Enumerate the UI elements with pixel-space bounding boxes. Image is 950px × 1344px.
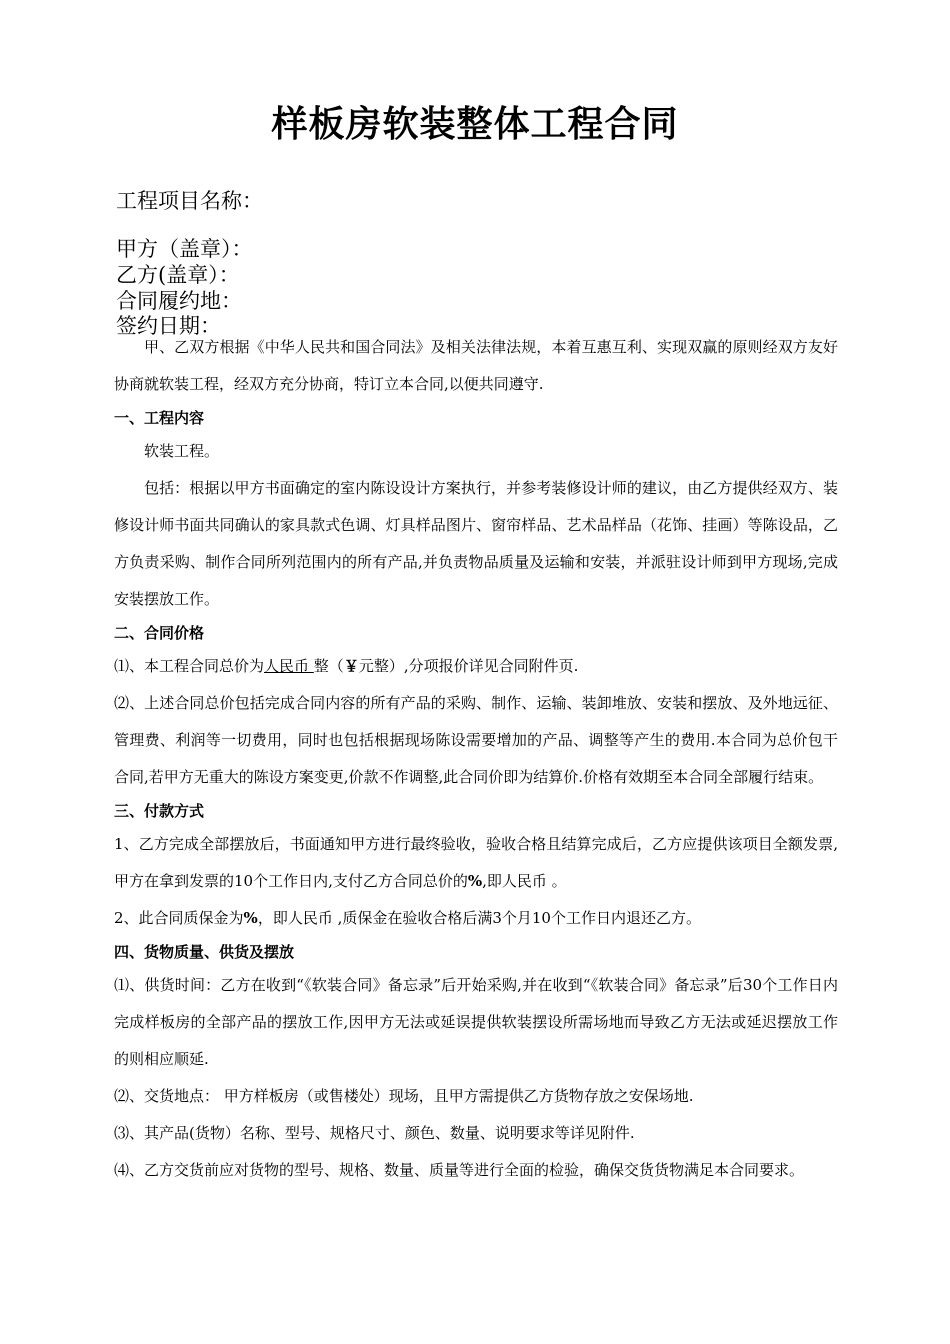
section-heading-payment: 三、付款方式 bbox=[114, 802, 205, 820]
section4-paragraph-1: ⑴、供货时间：乙方在收到“《软装合同》备忘录”后开始采购,并在收到“《软装合同》备忘录”后30个工作日内完成样板房的全部产品的摆放工作,因甲方无法或延误提供软装摆设所需场地而导致乙方无法或延迟摆放工作的则相应顺延. bbox=[114, 976, 838, 1068]
payment-text-a: 1、乙方完成全部摆放后，书面通知甲方进行最终验收，验收合格且结算完成后，乙方应提供该项目全额发票,甲方在拿到发票的10个工作日内,支付乙方合同总价的 bbox=[114, 835, 838, 890]
yen-symbol: ￥ bbox=[343, 657, 359, 675]
section4-paragraph-2: ⑵、交货地点： 甲方样板房（或售楼处）现场，且甲方需提供乙方货物存放之安保场地. bbox=[114, 1087, 694, 1105]
section1-paragraph-2: 包括：根据以甲方书面确定的室内陈设设计方案执行，并参考装修设计师的建议，由乙方提供经双方、装修设计师书面共同确认的家具款式色调、灯具样品图片、窗帘样品、艺术品样品（花饰、挂画）等陈设品，乙方负责采购、制作合同所列范围内的所有产品,并负责物品质量及运输和安装，并派驻设计师到甲方现场,完成安装摆放工作。 bbox=[114, 479, 838, 608]
section4-paragraph-4: ⑷、乙方交货前应对货物的型号、规格、数量、质量等进行全面的检验，确保交货货物满足本合同要求。 bbox=[114, 1161, 805, 1179]
party-a-field: 甲方（盖章）： bbox=[116, 237, 253, 261]
section1-paragraph-1: 软装工程。 bbox=[144, 442, 220, 460]
price-text-a: ⑴、本工程合同总价为 bbox=[114, 657, 265, 675]
price-currency: 人民币 bbox=[264, 657, 314, 675]
signing-date-field: 签约日期： bbox=[116, 314, 221, 338]
section2-paragraph-2: ⑵、上述合同总价包括完成合同内容的所有产品的采购、制作、运输、装卸堆放、安装和摆放、及外地远征、管理费、利润等一切费用，同时也包括根据现场陈设需要增加的产品、调整等产生的费用.本合同为总价包干合同,若甲方无重大的陈设方案变更,价款不作调整,此合同价即为结算价.价格有效期至本合同全部履行结束。 bbox=[114, 694, 838, 786]
project-name-field: 工程项目名称： bbox=[116, 189, 263, 213]
contract-body bbox=[114, 329, 838, 1189]
party-b-field: 乙方(盖章）： bbox=[116, 263, 240, 287]
section2-paragraph-1 bbox=[114, 648, 838, 685]
deposit-text-a: 2、此合同质保金为 bbox=[114, 909, 244, 927]
section3-paragraph-2 bbox=[114, 900, 838, 937]
contract-place-field: 合同履约地： bbox=[116, 289, 242, 313]
payment-percent: % bbox=[467, 872, 483, 890]
payment-text-b: ,即人民币 。 bbox=[482, 872, 567, 890]
price-text-c: 元整）,分项报价详见合同附件页. bbox=[358, 657, 579, 675]
section-heading-content: 一、工程内容 bbox=[114, 409, 205, 427]
deposit-text-b: ，即人民币 ,质保金在验收合格后满3个月10个工作日内退还乙方。 bbox=[257, 909, 701, 927]
deposit-percent: % bbox=[243, 909, 258, 927]
document-title: 样板房软装整体工程合同 bbox=[271, 104, 679, 145]
section-heading-price: 二、合同价格 bbox=[114, 624, 205, 642]
price-text-b: 整（ bbox=[313, 657, 344, 675]
intro-paragraph: 甲、乙双方根据《中华人民共和国合同法》及相关法律法规，本着互惠互利、实现双赢的原则经双方友好协商就软装工程，经双方充分协商，特订立本合同,以便共同遵守. bbox=[114, 338, 838, 393]
section-heading-goods: 四、货物质量、供货及摆放 bbox=[114, 943, 295, 961]
section3-paragraph-1 bbox=[114, 826, 838, 900]
section4-paragraph-3: ⑶、其产品(货物）名称、型号、规格尺寸、颜色、数量、说明要求等详见附件. bbox=[114, 1124, 635, 1142]
